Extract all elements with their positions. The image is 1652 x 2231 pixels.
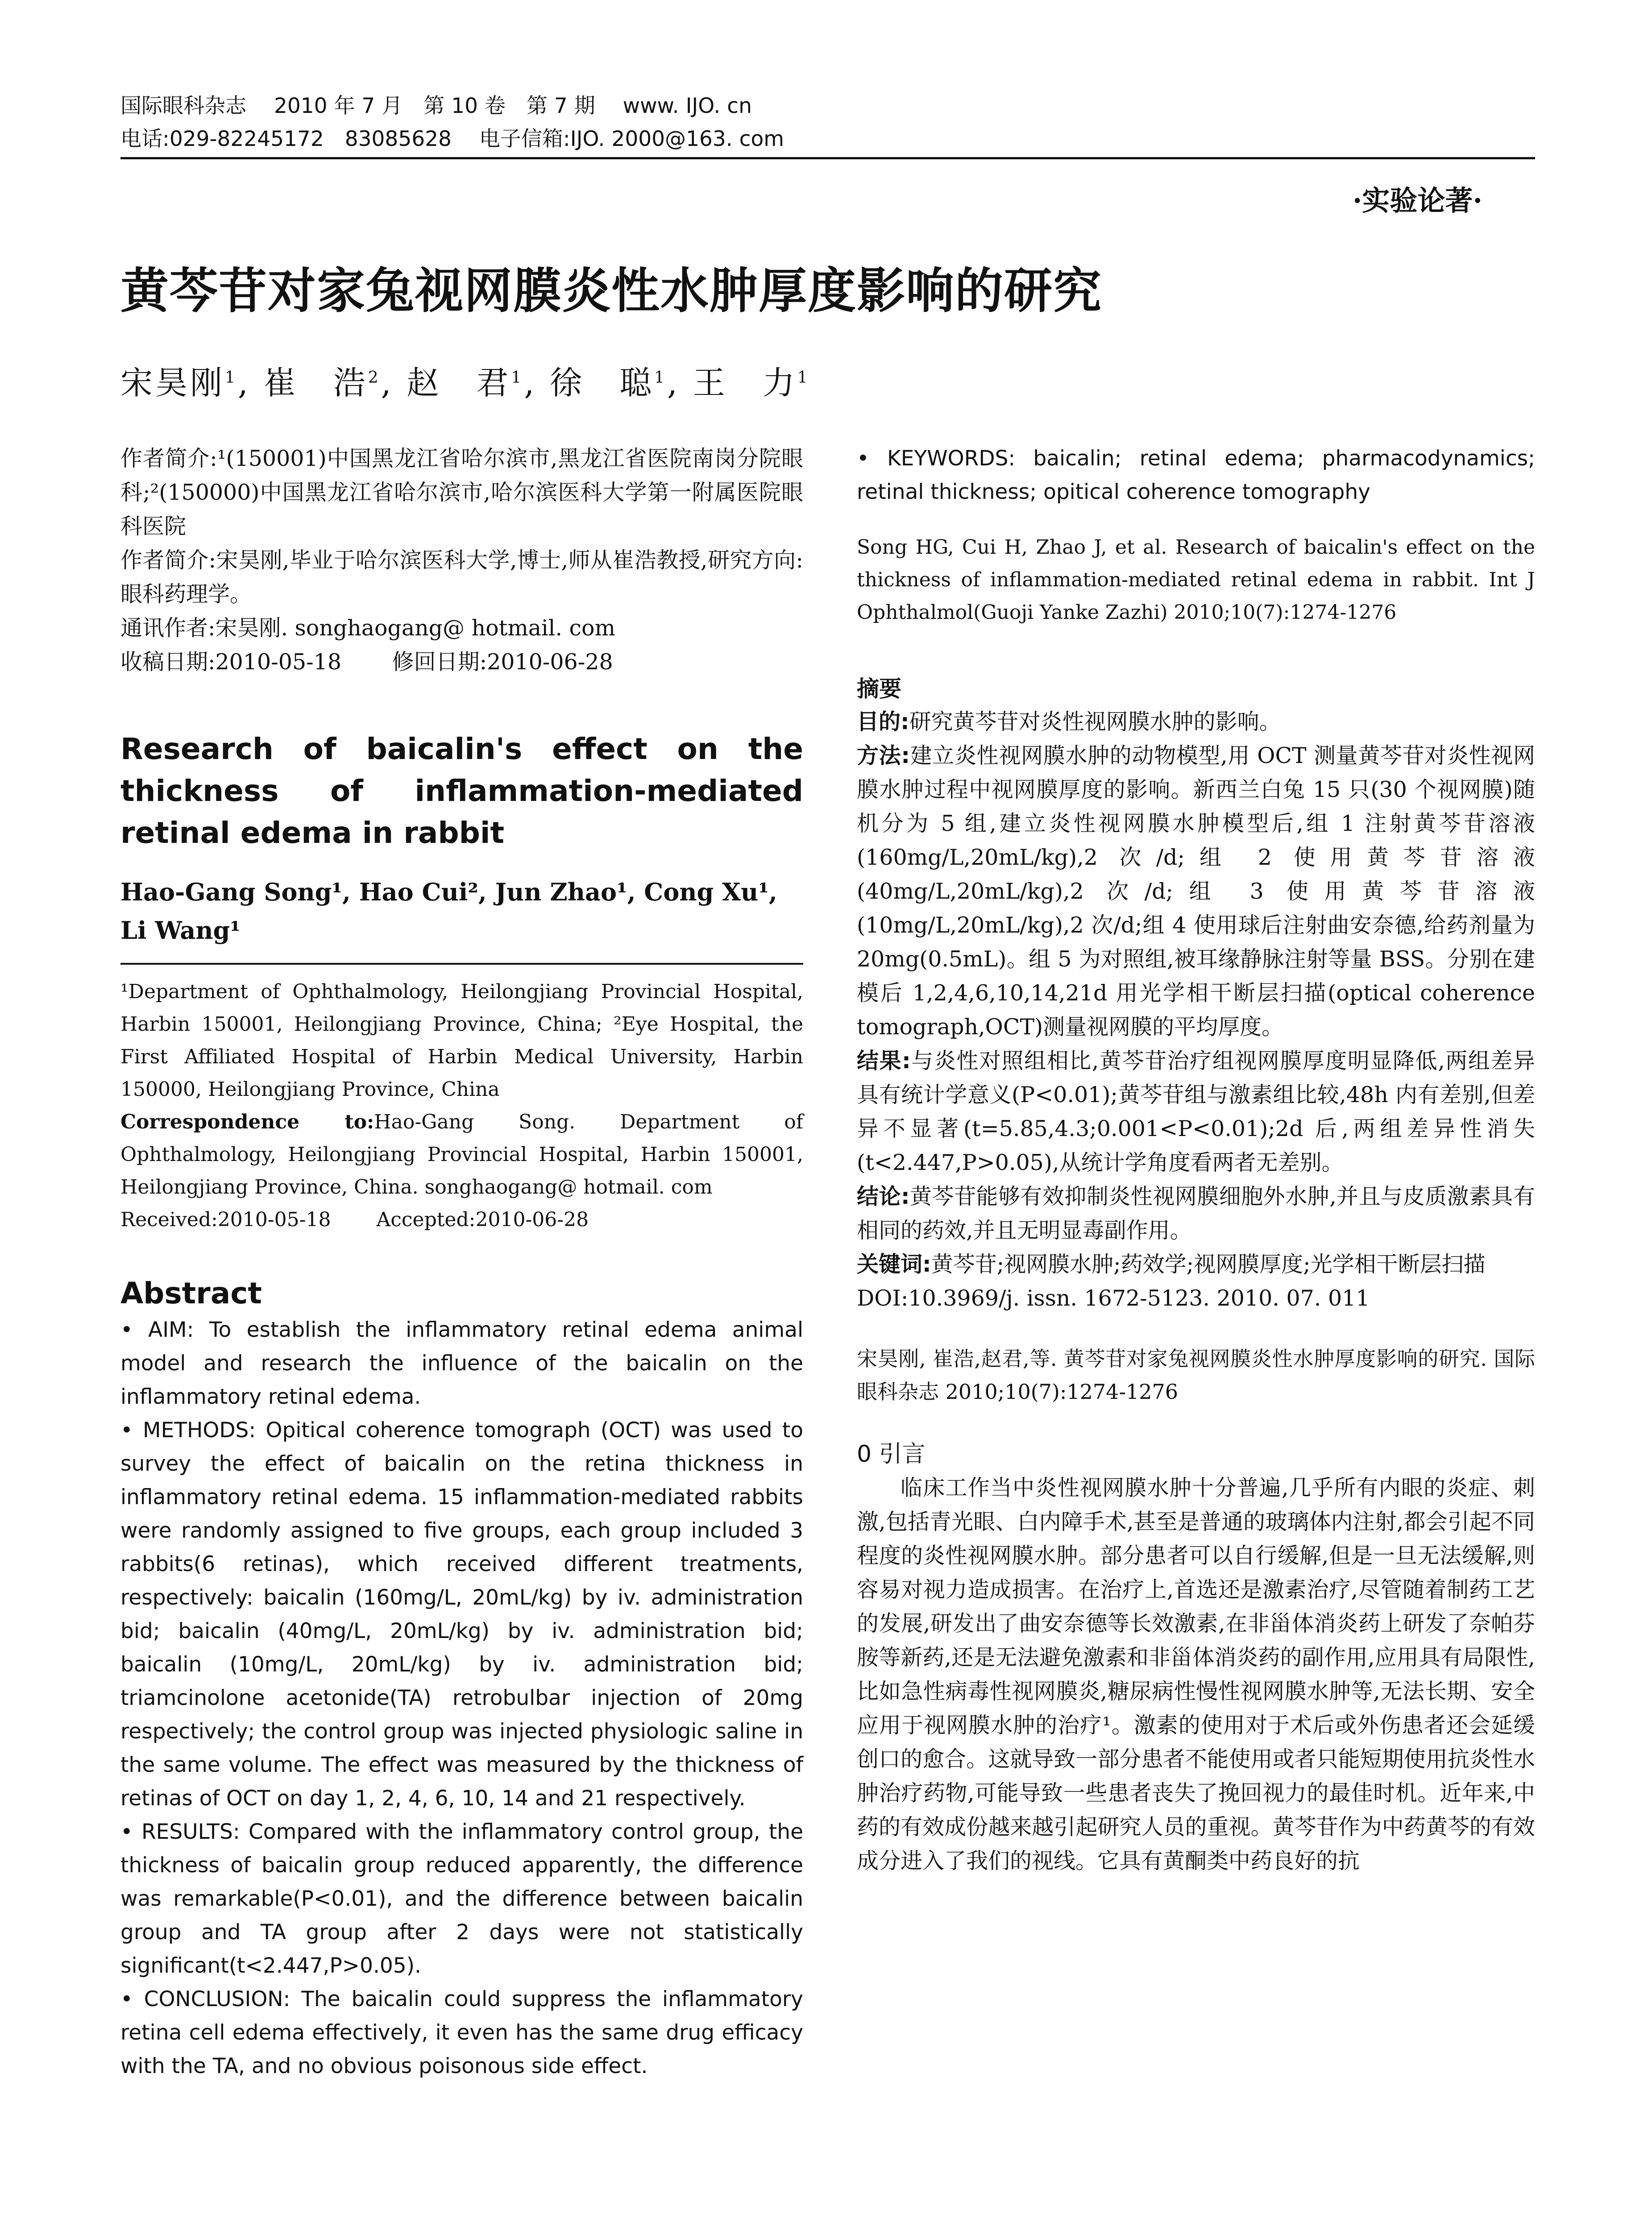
- zh-abstract-heading: 摘要: [857, 676, 901, 702]
- author-name: 崔 浩: [263, 364, 368, 402]
- correspondence-en: [120, 1106, 803, 1203]
- author-name: 赵 君: [407, 364, 511, 402]
- keywords-en: • KEYWORDS: baicalin; retinal edema; pharmacodynamics; retinal thickness; opitical coherence tomography: [857, 446, 1535, 504]
- header-rule: [120, 157, 1535, 159]
- zh-conclusion-label: 结论:: [857, 1184, 910, 1209]
- zh-results-text: 与炎性对照组相比,黄芩苷治疗组视网膜厚度明显降低,两组差异具有统计学意义(P<0.01);黄芩苷组与激素组比较,48h 内有差别,但差异不显著(t=5.85,4.3;0.001<P<0.01);2d 后,两组差异性消失(t<2.447,P>0.05),从统计学角度看两者无差别。: [857, 1048, 1535, 1175]
- author-sup: 1: [654, 369, 668, 387]
- zh-abstract-aim: [857, 705, 1535, 739]
- abstract-en: [120, 1313, 803, 2083]
- zh-abstract-results: [857, 1044, 1535, 1180]
- zh-abstract-methods: [857, 739, 1535, 1044]
- zh-results-label: 结果:: [857, 1048, 911, 1074]
- article-title-cn: 黄芩苷对家兔视网膜炎性水肿厚度影响的研究: [120, 263, 1103, 319]
- intro-heading: 0 引言: [857, 1441, 926, 1468]
- author-affiliation-cn: 作者简介:¹(150001)中国黑龙江省哈尔滨市,黑龙江省医院南岗分院眼科;²(150000)中国黑龙江省哈尔滨市,哈尔滨医科大学第一附属医院眼科医院: [120, 446, 803, 539]
- journal-header-line2: 电话:029-82245172 83085628 电子信箱:IJO. 2000@163. com: [120, 127, 784, 151]
- right-column: [857, 442, 1535, 1878]
- abstract-heading: Abstract: [120, 1276, 262, 1310]
- correspondence-label: Correspondence to:: [120, 1111, 374, 1133]
- authors-cn: 宋昊刚$^1$, 崔 浩$^2$, 赵 君$^1$, 徐 聪$^1$, 王 力$^1$: [120, 364, 810, 402]
- author-sup: 1: [797, 369, 810, 387]
- correspondence-text: Hao-Gang Song. Department of Ophthalmology, Heilongjiang Provincial Hospital, Harbin 150001, Heilongjiang Province, China. songhaogang@ hotmail. com: [120, 1111, 803, 1198]
- zh-methods-label: 方法:: [857, 743, 910, 768]
- citation-en: Song HG, Cui H, Zhao J, et al. Research of baicalin's effect on the thickness of inflammation-mediated retinal edema in rabbit. Int J Ophthalmol(Guoji Yanke Zazhi) 2010;10(7):1274-1276: [857, 536, 1535, 624]
- abstract-conclusion: • CONCLUSION: The baicalin could suppress the inflammatory retina cell edema effectively, it even has the same drug efficacy with the TA, and no obvious poisonous side effect.: [120, 1987, 803, 2078]
- author-sup: 2: [368, 369, 381, 387]
- author-bio-cn: 作者简介:宋昊刚,毕业于哈尔滨医科大学,博士,师从崔浩教授,研究方向:眼科药理学。: [120, 547, 803, 607]
- abstract-aim: • AIM: To establish the inflammatory retinal edema animal model and research the influence of the baicalin on the inflammatory retinal edema.: [120, 1318, 803, 1409]
- article-title-en: Research of baicalin's effect on the thickness of inflammation-mediated retinal edema in rabbit: [120, 732, 803, 850]
- abstract-methods: • METHODS: Opitical coherence tomograph (OCT) was used to survey the effect of baicalin on the retina thickness in inflammatory retinal edema. 15 inflammation-mediated rabbits were randomly assigned to five groups, each group included 3 rabbits(6 retinas), which received different treatments, respectively: baicalin (160mg/L, 20mL/kg) by iv. administration bid; baicalin (40mg/L, 20mL/kg) by iv. administration bid; baicalin (10mg/L, 20mL/kg) by iv. administration bid; triamcinolone acetonide(TA) retrobulbar injection of 20mg respectively; the control group was injected physiologic saline in the same volume. The effect was measured by the thickness of retinas of OCT on day 1, 2, 4, 6, 10, 14 and 21 respectively.: [120, 1418, 803, 1811]
- zh-abstract-conclusion: [857, 1180, 1535, 1248]
- zh-keywords-label: 关键词:: [857, 1252, 931, 1277]
- zh-methods-text: 建立炎性视网膜水肿的动物模型,用 OCT 测量黄芩苷对炎性视网膜水肿过程中视网膜厚度的影响。新西兰白兔 15 只(30 个视网膜)随机分为 5 组,建立炎性视网膜水肿模型后,组 1 注射黄芩苷溶液(160mg/L,20mL/kg),2 次/d;组 2 使用黄芩苷溶液(40mg/L,20mL/kg),2 次/d;组 3 使用黄芩苷溶液(10mg/L,20mL/kg),2 次/d;组 4 使用球后注射曲安奈德,给药剂量为 20mg(0.5mL)。组 5 为对照组,被耳缘静脉注射等量 BSS。分别在建模后 1,2,4,6,10,14,21d 用光学相干断层扫描(optical coherence tomograph,OCT)测量视网膜的平均厚度。: [857, 743, 1535, 1040]
- journal-header-line1: 国际眼科杂志 2010 年 7 月 第 10 卷 第 7 期 www. IJO. cn: [120, 94, 752, 118]
- left-column: [120, 442, 803, 2083]
- author-name: 徐 聪: [550, 364, 655, 402]
- zh-keywords-text: 黄芩苷;视网膜水肿;药效学;视网膜厚度;光学相干断层扫描: [931, 1252, 1486, 1277]
- zh-conclusion-text: 黄芩苷能够有效抑制炎性视网膜细胞外水肿,并且与皮质激素具有相同的药效,并且无明显毒副作用。: [857, 1184, 1535, 1243]
- doi: DOI:10.3969/j. issn. 1672-5123. 2010. 07. 011: [857, 1286, 1370, 1311]
- zh-aim-label: 目的:: [857, 709, 909, 734]
- author-name: 宋昊刚: [120, 364, 225, 402]
- authors-en: Hao-Gang Song¹, Hao Cui², Jun Zhao¹, Cong Xu¹, Li Wang¹: [120, 878, 777, 945]
- dates-cn: 收稿日期:2010-05-18 修回日期:2010-06-28: [120, 649, 613, 675]
- author-sup: 1: [225, 369, 238, 387]
- affiliation-rule: [120, 963, 803, 965]
- affiliation-en: ¹Department of Ophthalmology, Heilongjiang Provincial Hospital, Harbin 150001, Heilongjiang Province, China; ²Eye Hospital, the First Affiliated Hospital of Harbin Medical University, Harbin 150000, Heilongjiang Province, China: [120, 980, 803, 1101]
- zh-abstract: [857, 705, 1535, 1315]
- author-info: [120, 442, 803, 679]
- abstract-results: • RESULTS: Compared with the inflammatory control group, the thickness of baicalin group reduced apparently, the difference was remarkable(P<0.01), and the difference between baicalin group and TA group after 2 days were not statistically significant(t<2.447,P>0.05).: [120, 1820, 803, 1978]
- author-sup: 1: [511, 369, 524, 387]
- zh-aim-text: 研究黄芩苷对炎性视网膜水肿的影响。: [909, 709, 1281, 734]
- section-tag: ·实验论著·: [1352, 184, 1482, 217]
- zh-abstract-keywords: [857, 1248, 1535, 1281]
- corresponding-author-cn: 通讯作者:宋昊刚. songhaogang@ hotmail. com: [120, 615, 615, 641]
- citation-cn: 宋昊刚, 崔浩,赵君,等. 黄芩苷对家兔视网膜炎性水肿厚度影响的研究. 国际眼科杂志 2010;10(7):1274-1276: [857, 1347, 1535, 1404]
- intro-body: 临床工作当中炎性视网膜水肿十分普遍,几乎所有内眼的炎症、刺激,包括青光眼、白内障手术,甚至是普通的玻璃体内注射,都会引起不同程度的炎性视网膜水肿。部分患者可以自行缓解,但是一旦无法缓解,则容易对视力造成损害。在治疗上,首选还是激素治疗,尽管随着制药工艺的发展,研发出了曲安奈德等长效激素,在非甾体消炎药上研发了奈帕芬胺等新药,还是无法避免激素和非甾体消炎药的副作用,应用具有局限性,比如急性病毒性视网膜炎,糖尿病性慢性视网膜水肿等,无法长期、安全应用于视网膜水肿的治疗¹。激素的使用对于术后或外伤患者还会延缓创口的愈合。这就导致一部分患者不能使用或者只能短期使用抗炎性水肿治疗药物,可能导致一些患者丧失了挽回视力的最佳时机。近年来,中药的有效成份越来越引起研究人员的重视。黄芩苷作为中药黄芩的有效成分进入了我们的视线。它具有黄酮类中药良好的抗: [857, 1475, 1535, 1874]
- received-en: Received:2010-05-18 Accepted:2010-06-28: [120, 1208, 589, 1231]
- author-name: 王 力: [693, 364, 797, 402]
